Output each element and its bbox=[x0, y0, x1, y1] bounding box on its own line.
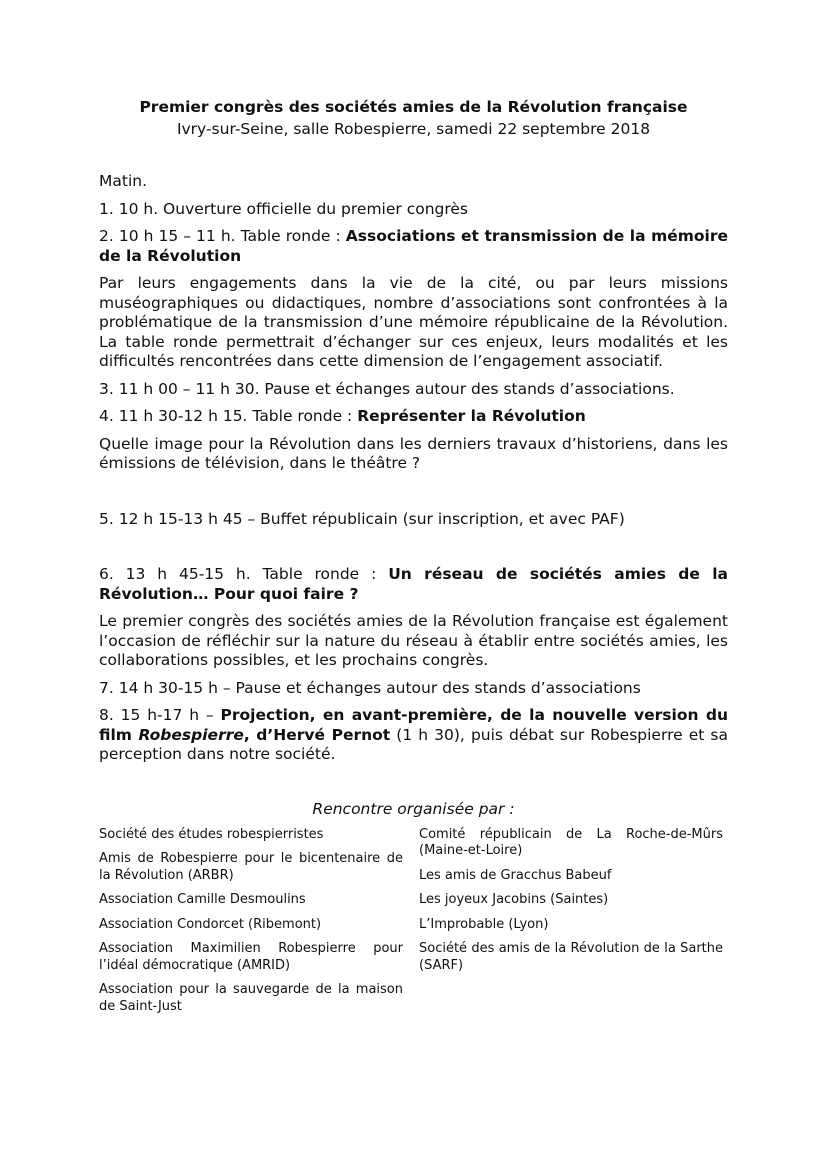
organizer-item: Société des amis de la Révolution de la Sarthe (SARF) bbox=[419, 941, 723, 973]
program-item-6 bbox=[99, 565, 728, 604]
program-item-6-description: Le premier congrès des sociétés amies de la Révolution française est également l’occasion de réfléchir sur la nature du réseau à établir entre sociétés amies, les collaborations possibles, et les prochains congrès. bbox=[99, 612, 728, 669]
organizer-item: L’Improbable (Lyon) bbox=[419, 916, 549, 932]
document-title: Premier congrès des sociétés amies de la Révolution française bbox=[139, 98, 688, 116]
organizer-item: Les amis de Gracchus Babeuf bbox=[419, 867, 612, 883]
item-2-title: Associations et transmission de la mémoire de la Révolution bbox=[99, 227, 728, 265]
organizer-item: Amis de Robespierre pour le bicentenaire de la Révolution (ARBR) bbox=[99, 851, 403, 883]
organizer-item: Association Condorcet (Ribemont) bbox=[99, 916, 322, 932]
organizer-item: Association Camille Desmoulins bbox=[99, 892, 306, 907]
organizer-item: Association Maximilien Robespierre pour l’idéal démocratique (AMRID) bbox=[99, 941, 403, 973]
document-page bbox=[99, 96, 728, 1023]
program-item-4-description: Quelle image pour la Révolution dans les derniers travaux d’historiens, dans les émissions de télévision, dans le théâtre ? bbox=[99, 434, 728, 472]
item-2-time: 2. 10 h 15 – 11 h. Table ronde : bbox=[99, 227, 346, 245]
organizers-right-column bbox=[419, 827, 723, 1024]
program-item-2 bbox=[99, 227, 728, 266]
program-item-8 bbox=[99, 706, 728, 765]
item-6-title: Un réseau de sociétés amies de la Révolution… Pour quoi faire ? bbox=[99, 565, 729, 603]
program-item-7: 7. 14 h 30-15 h – Pause et échanges autour des stands d’associations bbox=[99, 678, 641, 697]
organizers-left-column bbox=[99, 827, 403, 1024]
program-item-5: 5. 12 h 15-13 h 45 – Buffet républicain (sur inscription, et avec PAF) bbox=[99, 509, 625, 528]
organizers-heading: Rencontre organisée par : bbox=[312, 799, 515, 818]
organizer-item: Association pour la sauvegarde de la maison de Saint-Just bbox=[99, 982, 403, 1014]
program-intro: Matin. bbox=[99, 172, 148, 190]
item-4-title: Représenter la Révolution bbox=[357, 407, 586, 425]
program-item-3: 3. 11 h 00 – 11 h 30. Pause et échanges autour des stands d’associations. bbox=[99, 379, 675, 398]
item-8-details: (1 h 30), puis débat sur Robespierre et sa perception dans notre société. bbox=[99, 725, 728, 763]
item-8-title-part1: Projection, en avant-première, de la nouvelle version du film bbox=[99, 706, 728, 744]
item-8-title-part2: , d’Hervé Pernot bbox=[243, 725, 391, 744]
program-item-2-description: Par leurs engagements dans la vie de la cité, ou par leurs missions muséographiques ou didactiques, nombre d’associations sont confrontées à la problématique de la transmission d’une mémoire républicaine de la Révolution. La table ronde permettrait d’échanger sur ces enjeux, leurs modalités et les difficultés rencontrées dans cette dimension de l’engagement associatif. bbox=[99, 274, 728, 370]
organizer-item: Les joyeux Jacobins (Saintes) bbox=[419, 892, 609, 907]
program-item-1: 1. 10 h. Ouverture officielle du premier congrès bbox=[99, 199, 469, 218]
item-6-time: 6. 13 h 45-15 h. Table ronde : bbox=[99, 565, 389, 583]
item-8-time: 8. 15 h-17 h – bbox=[99, 706, 221, 724]
program-item-4 bbox=[99, 407, 728, 427]
item-4-time: 4. 11 h 30-12 h 15. Table ronde : bbox=[99, 407, 358, 425]
document-subtitle: Ivry-sur-Seine, salle Robespierre, samedi 22 septembre 2018 bbox=[176, 120, 651, 138]
organizer-item: Société des études robespierristes bbox=[99, 826, 324, 842]
organizers-list bbox=[99, 827, 728, 1024]
organizer-item: Comité républicain de La Roche-de-Mûrs (Maine-et-Loire) bbox=[419, 826, 723, 858]
item-8-film-title: Robespierre bbox=[138, 725, 244, 744]
